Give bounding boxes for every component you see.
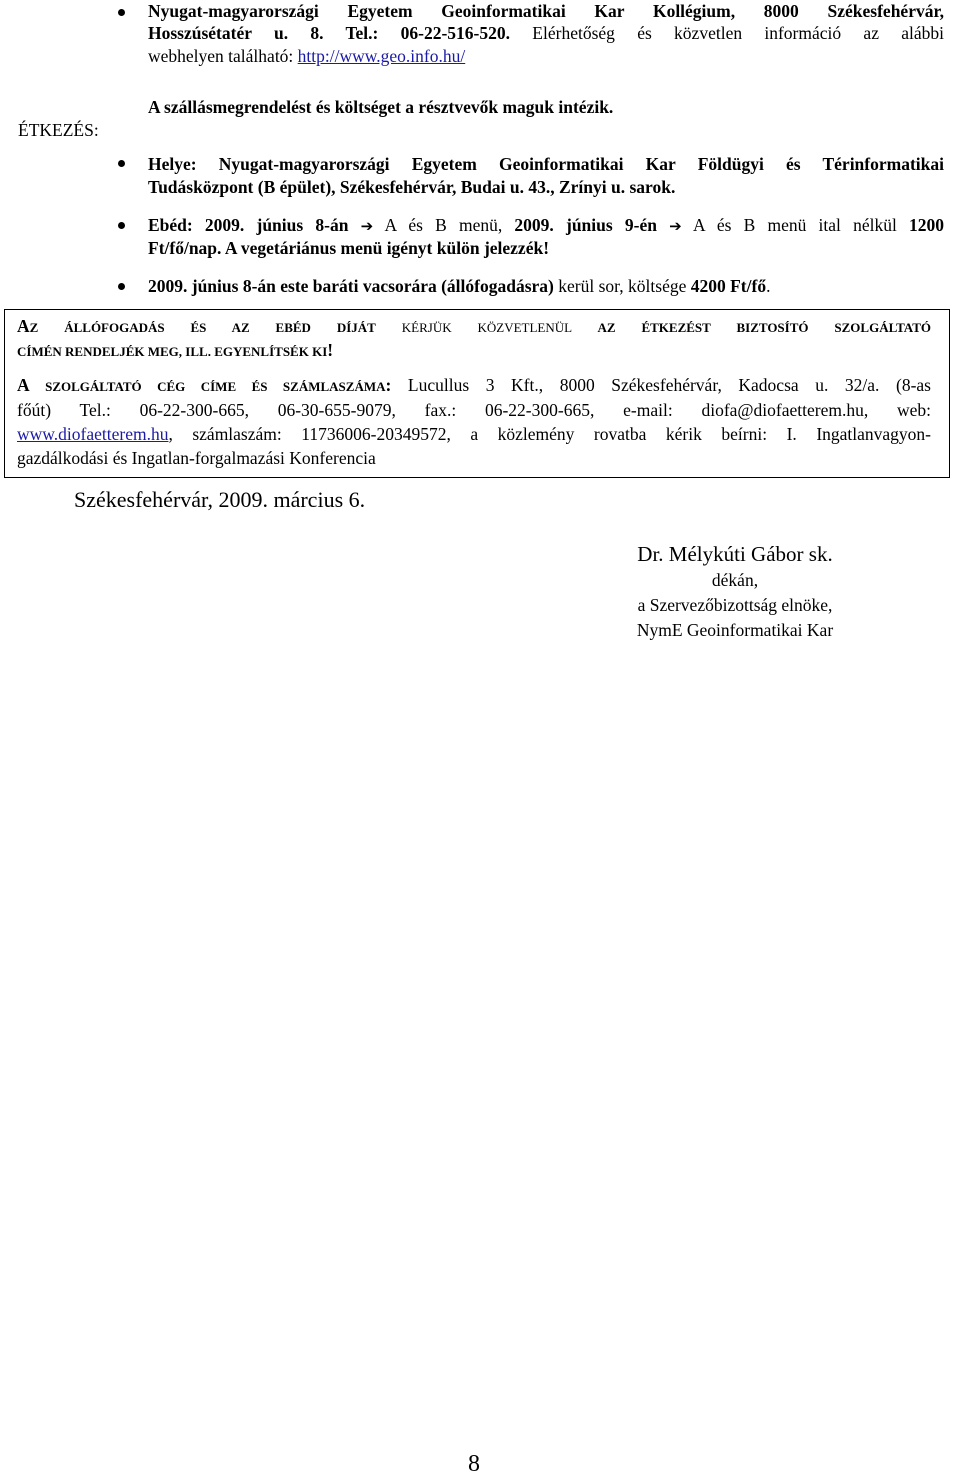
accommodation-line-3: webhelyen található: http://www.geo.info.hu/: [148, 46, 466, 66]
signature-title-2: a Szervezőbizottság elnöke,: [637, 595, 833, 615]
dinner-line: 2009. június 8-án este baráti vacsorára (állófogadásra) kerül sor, költsége 4200 Ft/fő.: [148, 276, 771, 296]
geo-website-link[interactable]: http://www.geo.info.hu/: [297, 46, 466, 66]
lunch-line-2: Ft/fő/nap. A vegetáriánus menü igényt külön jelezzék!: [148, 238, 550, 258]
provider-line-2: főút) Tel.: 06-22-300-665, 06-30-655-9079, fax.: 06-22-300-665, e-mail: diofa@diofaetterem.hu, web:: [17, 400, 931, 420]
notice-box: [4, 309, 950, 478]
provider-line-3: www.diofaetterem.hu, számlaszám: 11736006-20349572, a közlemény rovatba kérik beírni: I. Ingatlanvagyon-: [17, 424, 931, 444]
signature-name: Dr. Mélykúti Gábor sk.: [637, 542, 833, 566]
page-number: 8: [468, 1451, 480, 1477]
meals-label: ÉTKEZÉS:: [18, 120, 99, 140]
arrow-right-icon: ➔: [669, 217, 682, 235]
meals-location-line-1: Helye: Nyugat-magyarországi Egyetem Geoinformatikai Kar Földügyi és Térinformatikai: [148, 154, 944, 174]
notice-line-2: CÍMÉN RENDELJÉK MEG, ILL. EGYENLÍTSÉK KI!: [17, 340, 334, 360]
bullet: [118, 222, 125, 229]
restaurant-website-link[interactable]: www.diofaetterem.hu: [17, 424, 169, 444]
notice-line-1: AZ ÁLLÓFOGADÁS ÉS AZ EBÉD DÍJÁT KÉRJÜK KÖZVETLENÜL AZ ÉTKEZÉST BIZTOSÍTÓ SZOLGÁLTATÓ: [17, 316, 931, 336]
meals-location-line-2: Tudásközpont (B épület), Székesfehérvár, Budai u. 43., Zrínyi u. sarok.: [148, 177, 676, 197]
place-date: Székesfehérvár, 2009. március 6.: [74, 487, 366, 512]
lunch-line-1: Ebéd: 2009. június 8-án ➔ A és B menü, 2009. június 9-én ➔ A és B menü ital nélkül 1200: [148, 215, 945, 235]
bullet: [118, 9, 125, 16]
signature-title-3: NymE Geoinformatikai Kar: [636, 620, 834, 640]
signature-block: [600, 540, 870, 643]
provider-line-4: gazdálkodási és Ingatlan-forgalmazási Konferencia: [17, 448, 376, 468]
bullet: [118, 160, 125, 167]
accommodation-line-1: Nyugat-magyarországi Egyetem Geoinformatikai Kar Kollégium, 8000 Székesfehérvár,: [148, 1, 944, 21]
provider-line-1: A SZOLGÁLTATÓ CÉG CÍME ÉS SZÁMLASZÁMA: Lucullus 3 Kft., 8000 Székesfehérvár, Kadocsa u. 32/a. (8-as: [17, 375, 931, 395]
bullet: [118, 283, 125, 290]
signature-title-1: dékán,: [711, 570, 759, 590]
meals-intro: A szállásmegrendelést és költséget a résztvevők maguk intézik.: [148, 97, 614, 117]
arrow-right-icon: ➔: [360, 217, 374, 235]
accommodation-line-2: Hosszúsétatér u. 8. Tel.: 06-22-516-520. Elérhetőség és közvetlen információ az alábbi: [148, 23, 945, 43]
